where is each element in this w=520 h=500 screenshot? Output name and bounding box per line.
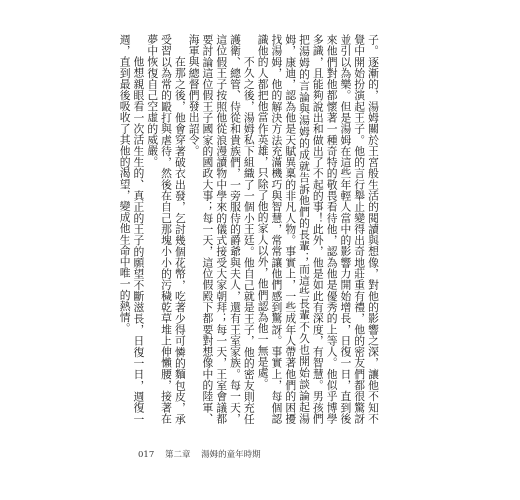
paragraph-2: 不久之後，湯姆私下組織了一個小王廷。他自己就是王子，他的密友則充任護衛、總管、侍從和貴族們，一旁服侍的爵爺與夫人，還有王室家族。每一天，這位假王子按照他從浪漫讀物中學來的儀式接受大家朝拜；每一天，王室會議都要討論這位假王子國家的國政大事；每一天，這位假殿下都要對想像中的陸軍、海軍與總督們發出詔令。 — [187, 34, 256, 424]
paragraph-4: 他想親眼看一次活生生的、真正的王子的願望不斷滋長，日復一日，週復一週，直到最後吸收了其他的渴望，變成他生命中唯一的熱情。 — [118, 34, 146, 424]
paragraph-3: 在那之後，他會穿著破衣出發，乞討幾個花幣，吃著少得可憐的麵包皮，承受習以為常的毆打與虐待，然後在自己那塊小小的污穢乾草堆上伸懶腰，接著在夢中恢復自己空虛的威嚴。 — [146, 34, 187, 424]
body-text — [120, 34, 380, 424]
page-number: 017 — [138, 450, 155, 460]
chapter-title: 湯姆的童年時期 — [201, 450, 261, 460]
paragraph-1: 子。逐漸的，湯姆關於王宮般生活的閱讀與想像，對他的影響之深，讓他不知不覺中開始扮演起王子。他的言行舉止變得出奇地莊重有禮，他的密友們都很驚訝並引以為樂。但是湯姆在這些年輕人當中的影響力開始增長，日復一日，直到後來他們對他都懷著一種奇特的敬畏看待他，認為他是優秀的上等人。他似乎博學多識，且能夠說出和做出了不起的事！此外，他是如此有深度，有智慧。男孩們把湯姆的言論與湯姆的成就告訴他們的長輩；而這些長輩不久也開始談論起湯姆，康迪，認為他是天賦異稟的非凡人物。事實上，一些成年人帶著他們的困擾找湯姆，他的解決方法充滿機巧與智慧，常常讓他們感到驚訝。事實上，每個認識他的人都把他當作英雄，只除了他的家人以外，他們認為他一無是處。 — [256, 34, 380, 424]
page-footer — [138, 448, 269, 460]
chapter-label: 第二章 — [164, 450, 191, 460]
